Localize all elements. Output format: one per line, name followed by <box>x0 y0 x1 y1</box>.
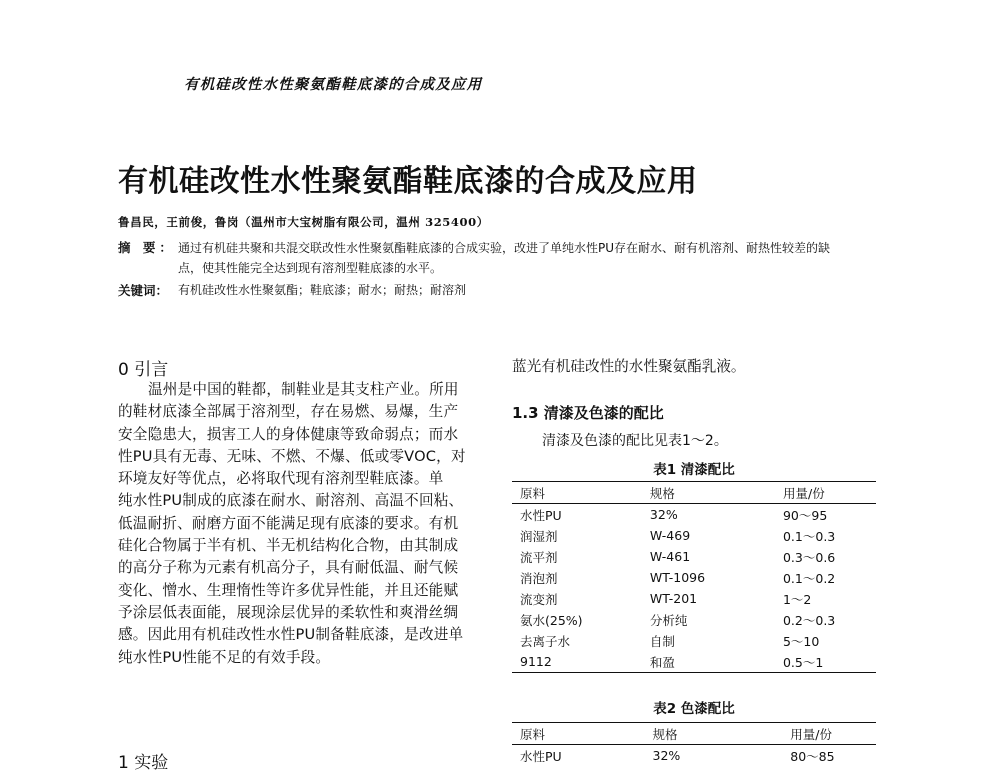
intro-line: 纯水性PU性能不足的有效手段。 <box>118 648 331 666</box>
intro-heading: 0 引言 <box>118 360 169 380</box>
table-cell: 32% <box>652 748 681 763</box>
table-cell: 氨水(25%) <box>520 612 583 628</box>
table-cell: 0.5～1 <box>775 651 876 673</box>
table-cell: W-469 <box>649 528 691 543</box>
table-cell: WT-201 <box>649 591 698 606</box>
table-row <box>512 525 876 546</box>
table-cell: 水性PU <box>520 748 562 764</box>
table-row <box>512 609 876 630</box>
table-cell: 润湿剂 <box>520 528 558 544</box>
table-cell: 水性PU <box>520 507 562 523</box>
keywords-text: 有机硅改性水性聚氨酯；鞋底漆；耐水；耐热；耐溶剂 <box>178 283 467 297</box>
table-cell: 9112 <box>512 651 642 673</box>
intro-line: 感。因此用有机硅改性水性PU制备鞋底漆，是改进单 <box>118 626 464 644</box>
table-header-row <box>512 482 876 504</box>
table-cell: 32% <box>649 507 678 522</box>
table-header-row <box>512 723 876 745</box>
keywords-label: 关键词： <box>118 283 169 298</box>
abstract-text: 通过有机硅共聚和共混交联改性水性聚氨酯鞋底漆的合成实验，改进了单纯水性PU存在耐水、耐有机溶剂、耐热性较差的缺点，使其性能完全达到现有溶剂型鞋底漆的水平。 <box>178 241 831 275</box>
table-row <box>512 546 876 567</box>
table-header-cell: 用量/份 <box>775 482 876 504</box>
table-cell: 0.2～0.3 <box>782 612 836 628</box>
table-row <box>512 651 876 673</box>
table-row <box>512 745 876 767</box>
table-row <box>512 630 876 651</box>
table-cell: WT-1096 <box>649 570 706 585</box>
paper-title: 有机硅改性水性聚氨酯鞋底漆的合成及应用 <box>118 164 698 199</box>
experiment-heading: 1 实验 <box>118 753 169 773</box>
table-header-cell: 用量/份 <box>768 723 876 745</box>
table-row <box>512 588 876 609</box>
table-cell: 流平剂 <box>520 549 558 565</box>
table-cell: 5～10 <box>782 633 820 649</box>
table-cell: 0.1～0.3 <box>782 528 836 544</box>
table-cell: 0.1～0.2 <box>782 570 836 586</box>
table-header-cell: 原料 <box>512 482 642 504</box>
authors: 鲁昌民，王前俊，鲁岗（温州市大宝树脂有限公司，温州 325400） <box>118 215 489 229</box>
intro-line: 性PU具有无毒、无味、不燃、不爆、低或零VOC，对 <box>118 447 466 465</box>
table2-caption: 表2 色漆配比 <box>653 701 735 717</box>
intro-line: 的鞋材底漆全部属于溶剂型，存在易燃、易爆，生产 <box>118 403 459 421</box>
table-cell: 和盈 <box>642 651 775 673</box>
intro-line: 安全隐患大，损害工人的身体健康等致命弱点；而水 <box>118 425 459 443</box>
table-cell: 0.3～0.6 <box>782 549 836 565</box>
intro-line: 低温耐折、耐磨方面不能满足现有底漆的要求。有机 <box>118 514 459 532</box>
table-row <box>512 567 876 588</box>
running-header: 有机硅改性水性聚氨酯鞋底漆的合成及应用 <box>184 76 483 93</box>
continuation-text: 蓝光有机硅改性的水性聚氨酯乳液。 <box>512 358 746 375</box>
table-cell: 分析纯 <box>649 612 688 628</box>
table1-caption: 表1 清漆配比 <box>653 462 735 478</box>
table-cell: 80～85 <box>790 748 835 764</box>
table-header-cell: 规格 <box>642 482 775 504</box>
table-header-cell: 原料 <box>512 723 631 745</box>
table-cell: 自制 <box>649 633 675 649</box>
intro-line: 硅化合物属于半有机、半无机结构化合物，由其制成 <box>118 537 459 555</box>
table-row <box>512 504 876 526</box>
intro-line: 变化、憎水、生理惰性等许多优异性能，并且还能赋 <box>118 581 459 599</box>
table-cell: 去离子水 <box>520 633 571 649</box>
intro-line: 予涂层低表面能，展现涂层优异的柔软性和爽滑丝绸 <box>118 603 459 621</box>
table1 <box>512 481 876 673</box>
intro-line: 纯水性PU制成的底漆在耐水、耐溶剂、高温不回粘、 <box>118 492 464 510</box>
table-cell: 1～2 <box>782 591 812 607</box>
table-header-cell: 规格 <box>631 723 769 745</box>
table-cell: 消泡剂 <box>520 570 558 586</box>
abstract-label: 摘 要： <box>118 240 176 255</box>
table2 <box>512 722 876 766</box>
subsection-text: 清漆及色漆的配比见表1～2。 <box>542 433 728 449</box>
intro-body <box>118 379 486 669</box>
intro-line: 的高分子称为元素有机高分子，具有耐低温、耐气候 <box>118 559 459 577</box>
table-cell: 流变剂 <box>520 591 558 607</box>
intro-line: 环境友好等优点，必将取代现有溶剂型鞋底漆。单 <box>118 470 444 488</box>
subsection-heading: 1.3 清漆及色漆的配比 <box>512 404 664 422</box>
table-cell: 90～95 <box>782 507 828 523</box>
intro-line: 温州是中国的鞋都，制鞋业是其支柱产业。所用 <box>148 381 459 398</box>
table-cell: W-461 <box>649 549 691 564</box>
